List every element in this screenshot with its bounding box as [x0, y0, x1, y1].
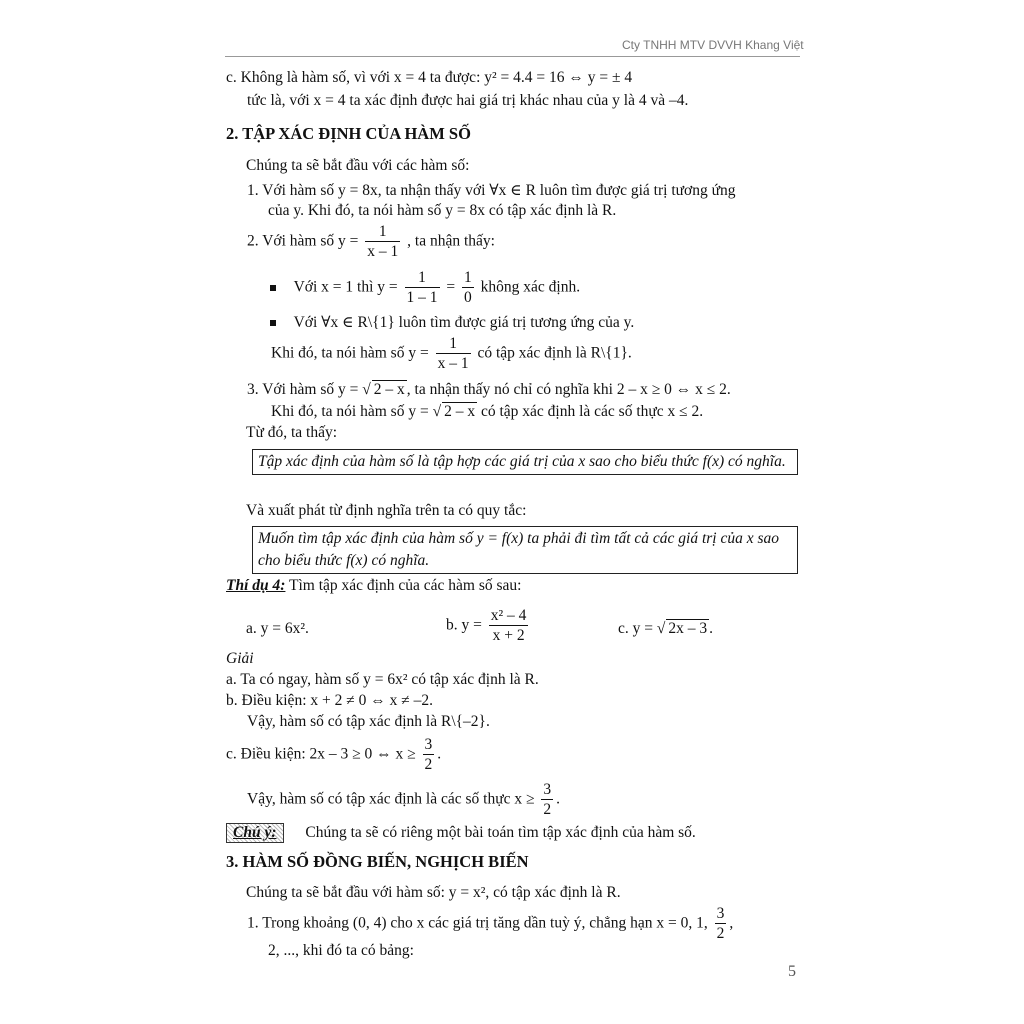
section2-bullet1	[270, 268, 580, 308]
section2-item2	[247, 222, 495, 262]
item3-sqrt: 2 – x	[373, 381, 405, 398]
rule-intro: Và xuất phát từ định nghĩa trên ta có quy tắc:	[246, 502, 527, 519]
bullet-icon	[270, 285, 276, 291]
section2-item1-line1: 1. Với hàm số y = 8x, ta nhận thấy với ∀x ∈ R luôn tìm được giá trị tương ứng	[247, 182, 736, 199]
section3-item1: 1. Trong khoảng (0, 4) cho x các giá trị tăng dần tuỳ ý, chẳng hạn x = 0, 1, $\frac{3}{2}$ ,	[247, 905, 734, 943]
section3-item1-line2: 2, ..., khi đó ta có bảng:	[268, 942, 414, 959]
example4-text: Tìm tập xác định của các hàm số sau:	[285, 577, 522, 594]
item2-post: , ta nhận thấy:	[407, 232, 495, 250]
definition-box: Tập xác định của hàm số là tập hợp các giá trị của x sao cho biểu thức f(x) có nghĩa.	[252, 449, 798, 475]
solution-b2: Vậy, hàm số có tập xác định là R\{–2}.	[247, 713, 490, 730]
solution-c2: Vậy, hàm số có tập xác định là các số thực x ≥ $\frac{3}{2}$ .	[247, 781, 560, 819]
page-number: 5	[788, 963, 796, 980]
example4-heading	[226, 577, 521, 595]
section2-item3-line2: Khi đó, ta nói hàm số y = √ 2 – x có tập xác định là các số thực x ≤ 2.	[271, 403, 704, 420]
example4-c: c. y = √ 2x – 3 .	[618, 620, 714, 637]
section2-from-that: Từ đó, ta thấy:	[246, 424, 338, 441]
rule-box: Muốn tìm tập xác định của hàm số y = f(x) ta phải đi tìm tất cả các giá trị của x sao cho biểu thức f(x) có nghĩa.	[252, 526, 798, 574]
bullet1-frac1: $\frac{1}{1 - 1}$	[406, 269, 438, 307]
conclude2-pre: Khi đó, ta nói hàm số y =	[271, 344, 429, 362]
section2-title: 2. TẬP XÁC ĐỊNH CỦA HÀM SỐ	[226, 124, 471, 143]
header-company: Cty TNHH MTV DVVH Khang Việt	[622, 38, 804, 52]
item3-pre: 3. Với hàm số y =	[247, 381, 359, 398]
section2-item3: 3. Với hàm số y = √ 2 – x , ta nhận thấy nó chỉ có nghĩa khi 2 – x ≥ 0 ⇔ x ≤ 2.	[247, 381, 731, 398]
bullet1-pre: Với x = 1 thì y =	[293, 278, 398, 296]
section2-conclude2	[271, 334, 632, 374]
example4-c-sqrt: 2x – 3	[668, 620, 708, 637]
item2-pre: 2. Với hàm số y =	[247, 232, 359, 250]
item3-line2-sqrt: 2 – x	[444, 403, 476, 420]
section3-title: 3. HÀM SỐ ĐỒNG BIẾN, NGHỊCH BIẾN	[226, 852, 529, 871]
header-rule	[225, 56, 800, 57]
solution-label: Giải	[226, 650, 254, 667]
solution-c1: c. Điều kiện: 2x – 3 ≥ 0 ⇔ x ≥ $\frac{3}{2}$ .	[226, 736, 442, 774]
example4-b-fraction: $\frac{\text{x² – 4}}{x + 2}$	[490, 607, 527, 645]
bullet1-post: không xác định.	[480, 278, 581, 296]
note-label: Chú ý:	[226, 823, 284, 843]
conclude2-fraction: $\frac{1}{x - 1}$	[437, 335, 469, 373]
section2-item1-line2: của y. Khi đó, ta nói hàm số y = 8x có tập xác định là R.	[268, 202, 617, 219]
bullet-icon	[270, 320, 276, 326]
note	[226, 823, 696, 843]
note-text: Chúng ta sẽ có riêng một bài toán tìm tập xác định của hàm số.	[305, 824, 696, 841]
section2-intro: Chúng ta sẽ bắt đầu với các hàm số:	[246, 157, 470, 174]
example4-a: a. y = 6x².	[246, 620, 309, 637]
item3-post: , ta nhận thấy nó chỉ có nghĩa khi 2 – x ≥ 0 ⇔ x ≤ 2.	[406, 381, 731, 398]
section3-intro: Chúng ta sẽ bắt đầu với hàm số: y = x², có tập xác định là R.	[246, 884, 621, 901]
bullet1-frac2: $\frac{1}{0}$	[464, 269, 472, 307]
solution-b1: b. Điều kiện: x + 2 ≠ 0 ⇔ x ≠ –2.	[226, 692, 434, 709]
bullet2-text: Với ∀x ∈ R\{1} luôn tìm được giá trị tương ứng của y.	[293, 314, 635, 331]
example4-label: Thí dụ 4:	[226, 577, 286, 594]
bullet1-eq: =	[446, 278, 456, 296]
solution-c1-fraction: $\frac{3}{2}$	[424, 736, 433, 774]
solution-c2-fraction: $\frac{3}{2}$	[543, 781, 552, 819]
section2-bullet2	[270, 313, 634, 332]
conclude2-post: có tập xác định là R\{1}.	[477, 344, 632, 362]
part-c-line2: tức là, với x = 4 ta xác định được hai giá trị khác nhau của y là 4 và –4.	[247, 92, 689, 109]
example4-b: b. y = $\frac{\text{x² – 4}}{x + 2}$	[446, 607, 527, 645]
section3-item1-fraction: $\frac{3}{2}$	[716, 905, 725, 943]
item2-fraction: $\frac{1}{x - 1}$	[367, 223, 399, 261]
solution-a: a. Ta có ngay, hàm số y = 6x² có tập xác định là R.	[226, 671, 539, 688]
part-c-line1: c. Không là hàm số, vì với x = 4 ta được: y² = 4.4 = 16 ⇔ y = ± 4	[226, 69, 633, 86]
